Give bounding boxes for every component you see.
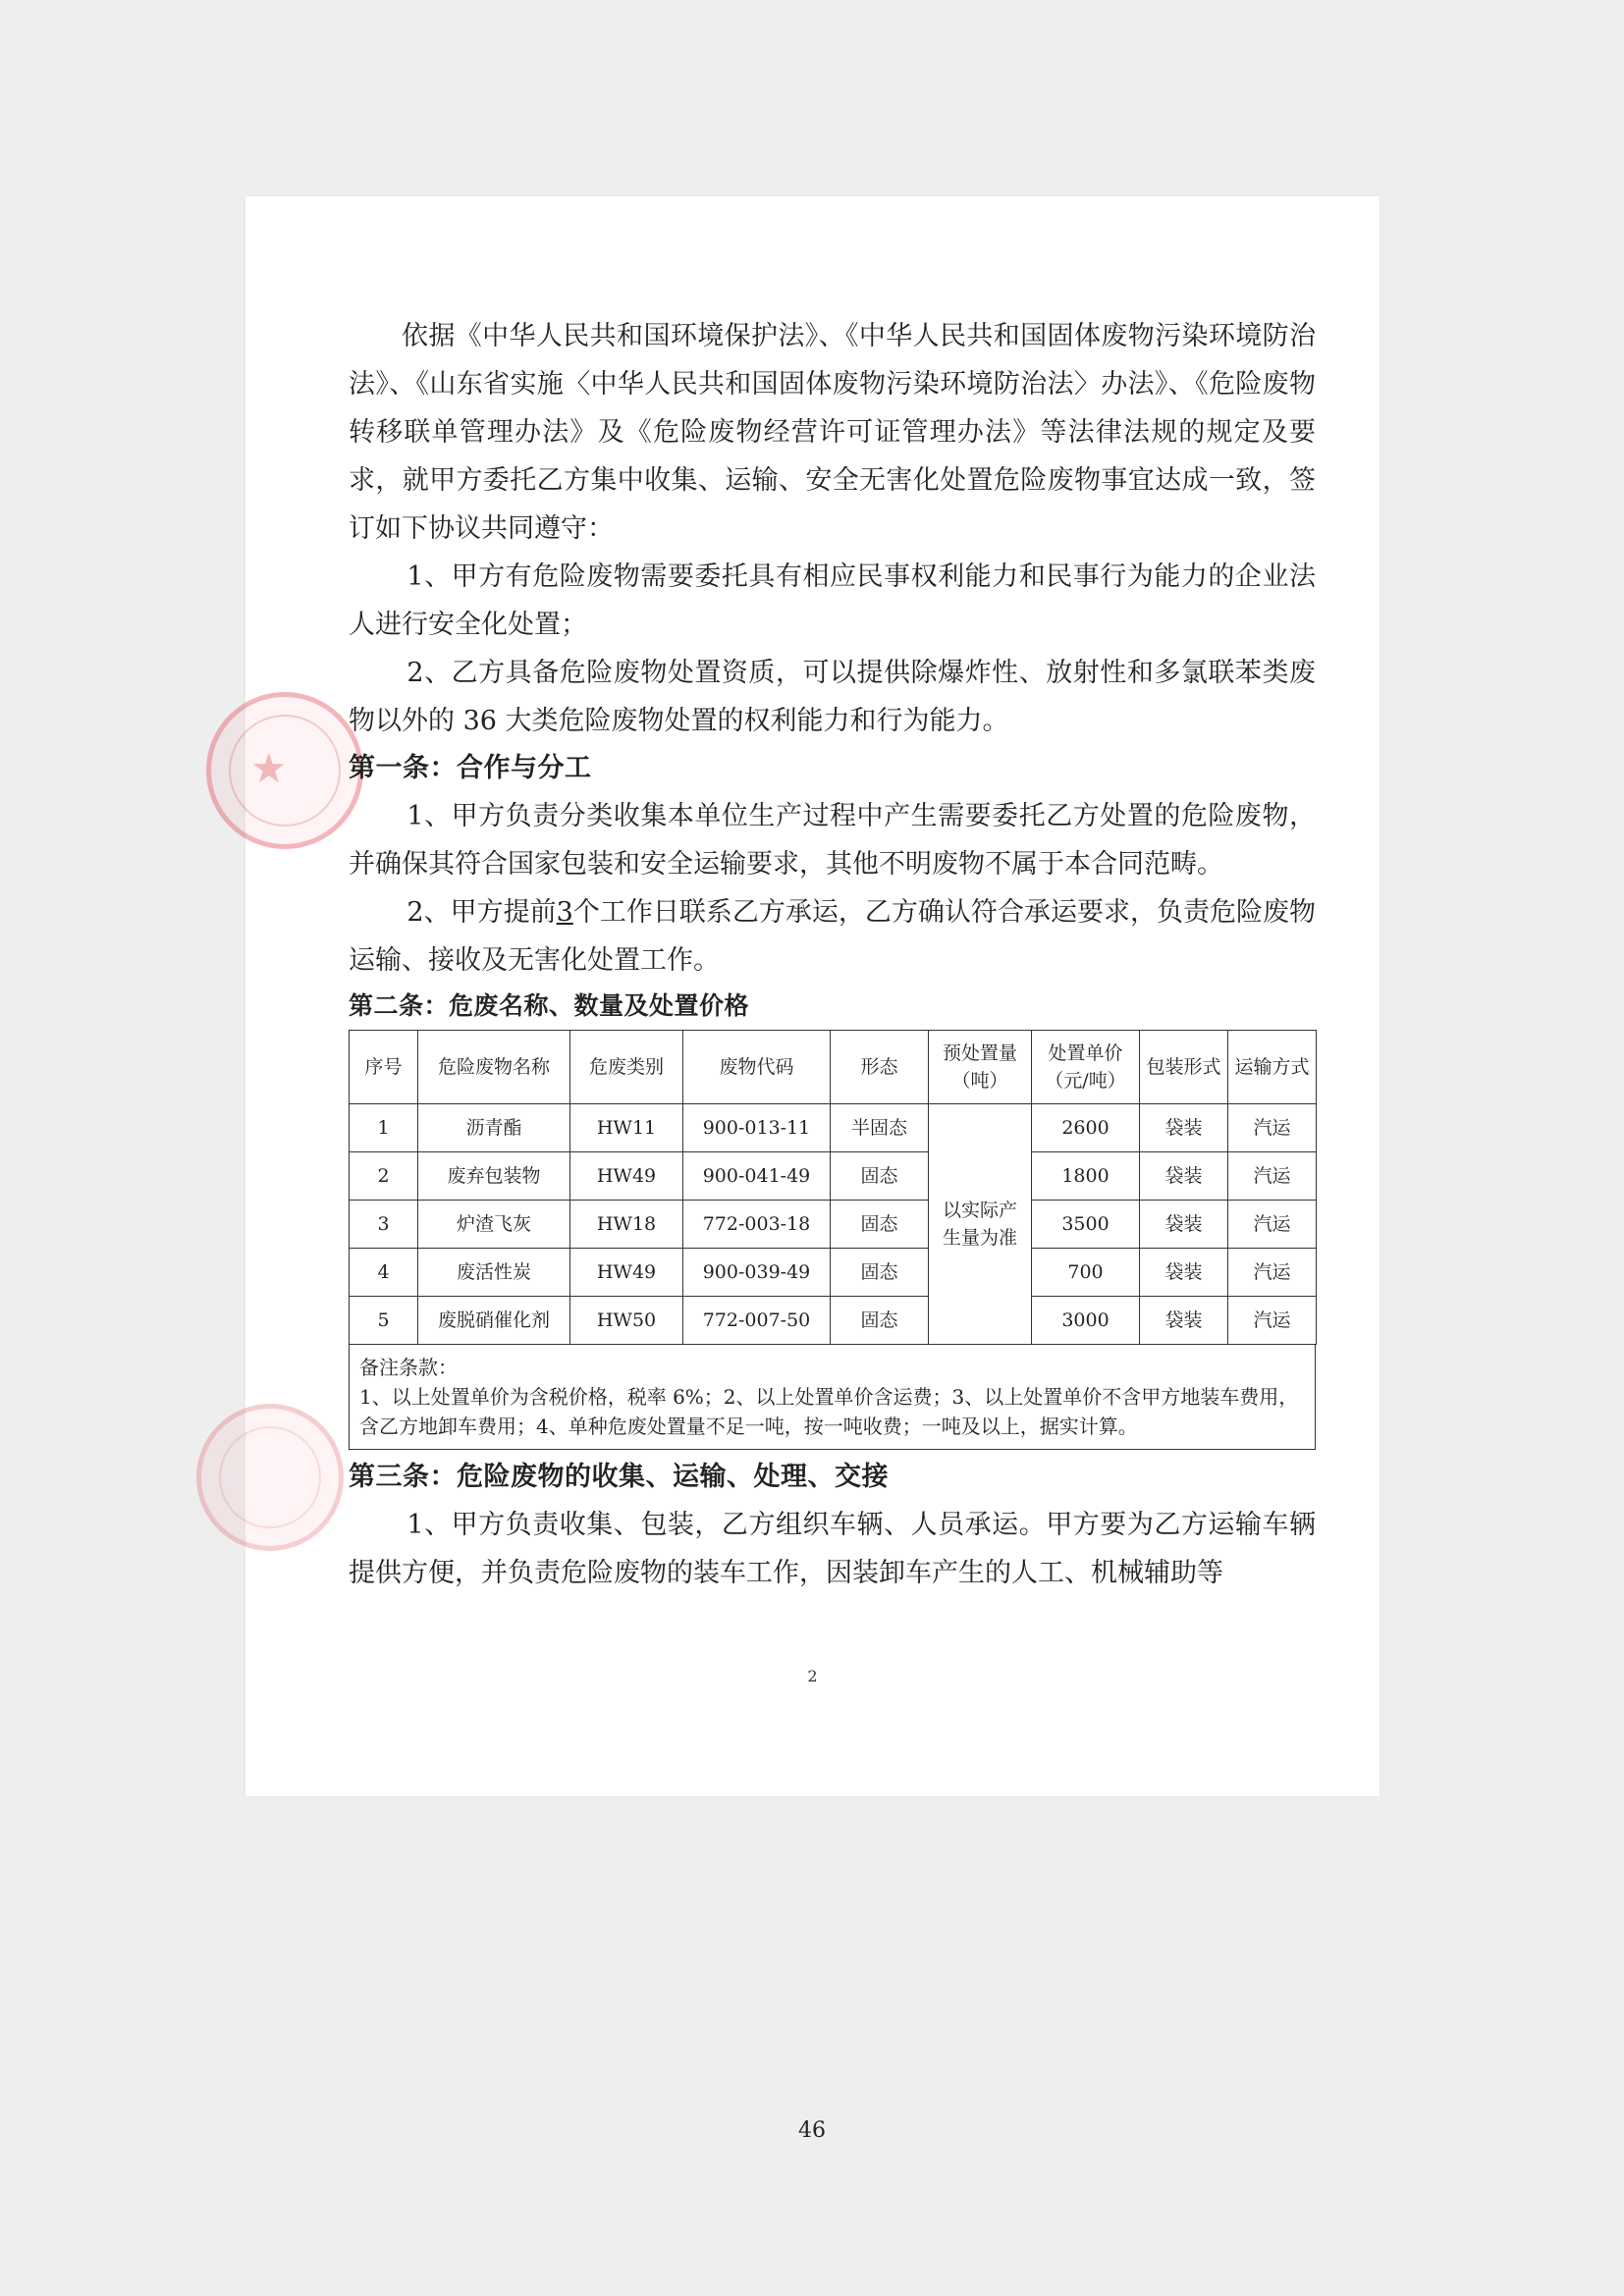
notes-text: 1、以上处置单价为含税价格，税率 6%；2、以上处置单价含运费；3、以上处置单价不含甲方地装车费用，含乙方地卸车费用；4、单种危废处置量不足一吨，按一吨收费；一吨及以上，据实计算。 — [359, 1385, 1299, 1438]
cell-name: 废活性炭 — [418, 1249, 570, 1297]
header-packaging: 包装形式 — [1140, 1031, 1228, 1104]
article-1-title: 第一条：合作与分工 — [349, 753, 592, 783]
cell-category: HW18 — [570, 1201, 683, 1249]
cell-form: 半固态 — [831, 1104, 929, 1152]
cell-packaging: 袋装 — [1140, 1297, 1228, 1345]
header-unit-price: 处置单价（元/吨） — [1032, 1031, 1140, 1104]
red-seal-stamp-lower — [196, 1404, 344, 1551]
inner-page-number: 2 — [807, 1667, 818, 1685]
cell-code: 772-007-50 — [683, 1297, 831, 1345]
cell-category: HW11 — [570, 1104, 683, 1152]
scanned-page — [245, 196, 1380, 1796]
cell-category: HW50 — [570, 1297, 683, 1345]
article-3-title: 第三条：危险废物的收集、运输、处理、交接 — [349, 1462, 889, 1492]
cell-code: 772-003-18 — [683, 1201, 831, 1249]
cell-name: 炉渣飞灰 — [418, 1201, 570, 1249]
header-quantity: 预处置量（吨） — [929, 1031, 1032, 1104]
header-no: 序号 — [350, 1031, 418, 1104]
cell-price: 3000 — [1032, 1297, 1140, 1345]
intro-paragraph: 依据《中华人民共和国环境保护法》、《中华人民共和国固体废物污染环境防治法》、《山东省实施〈中华人民共和国固体废物污染环境防治法〉办法》、《危险废物转移联单管理办法》及《危险废物经营许可证管理办法》等法律法规的规定及要求，就甲方委托乙方集中收集、运输、安全无害化处置危险废物事宜达成一致，签订如下协议共同遵守： — [349, 321, 1316, 544]
cell-packaging: 袋装 — [1140, 1201, 1228, 1249]
cell-price: 2600 — [1032, 1104, 1140, 1152]
table-row — [350, 1201, 1317, 1249]
cell-form: 固态 — [831, 1152, 929, 1201]
cell-price: 3500 — [1032, 1201, 1140, 1249]
table-row — [350, 1249, 1317, 1297]
header-name: 危险废物名称 — [418, 1031, 570, 1104]
table-header-row — [350, 1031, 1317, 1104]
header-form: 形态 — [831, 1031, 929, 1104]
article-1-clause-1: 1、甲方负责分类收集本单位生产过程中产生需要委托乙方处置的危险废物，并确保其符合国家包装和安全运输要求，其他不明废物不属于本合同范畴。 — [349, 801, 1316, 880]
table-row — [350, 1297, 1317, 1345]
cell-transport: 汽运 — [1228, 1104, 1317, 1152]
header-transport: 运输方式 — [1228, 1031, 1317, 1104]
outer-page-number: 46 — [798, 2118, 826, 2143]
cell-no: 1 — [350, 1104, 418, 1152]
cell-code: 900-013-11 — [683, 1104, 831, 1152]
cell-price: 700 — [1032, 1249, 1140, 1297]
header-code: 废物代码 — [683, 1031, 831, 1104]
article-3-clause-1: 1、甲方负责收集、包装，乙方组织车辆、人员承运。甲方要为乙方运输车辆提供方便，并负责危险废物的装车工作，因装卸车产生的人工、机械辅助等 — [349, 1510, 1316, 1588]
cell-packaging: 袋装 — [1140, 1104, 1228, 1152]
cell-name: 沥青酯 — [418, 1104, 570, 1152]
cell-no: 3 — [350, 1201, 418, 1249]
article-2-title: 第二条：危废名称、数量及处置价格 — [349, 991, 750, 1020]
waste-price-table — [349, 1030, 1317, 1345]
article-1-clause-2: 2、甲方提前3个工作日联系乙方承运，乙方确认符合承运要求，负责危险废物运输、接收及无害化处置工作。 — [349, 897, 1317, 976]
cell-no: 2 — [350, 1152, 418, 1201]
intro-clause-2: 2、乙方具备危险废物处置资质，可以提供除爆炸性、放射性和多氯联苯类废物以外的 36 大类危险废物处置的权利能力和行为能力。 — [349, 658, 1316, 736]
table-row — [350, 1104, 1317, 1152]
cell-code: 900-039-49 — [683, 1249, 831, 1297]
cell-transport: 汽运 — [1228, 1152, 1317, 1201]
header-category: 危废类别 — [570, 1031, 683, 1104]
cell-category: HW49 — [570, 1249, 683, 1297]
cell-transport: 汽运 — [1228, 1249, 1317, 1297]
cell-form: 固态 — [831, 1297, 929, 1345]
cell-no: 5 — [350, 1297, 418, 1345]
cell-category: HW49 — [570, 1152, 683, 1201]
notes-title: 备注条款： — [359, 1356, 458, 1379]
red-seal-stamp-upper: ★ — [206, 692, 363, 849]
notice-days: 3 — [556, 897, 573, 928]
cell-form: 固态 — [831, 1249, 929, 1297]
cell-packaging: 袋装 — [1140, 1152, 1228, 1201]
cell-form: 固态 — [831, 1201, 929, 1249]
document-body — [349, 312, 1316, 1597]
cell-price: 1800 — [1032, 1152, 1140, 1201]
cell-transport: 汽运 — [1228, 1201, 1317, 1249]
intro-clause-1: 1、甲方有危险废物需要委托具有相应民事权利能力和民事行为能力的企业法人进行安全化处置； — [349, 561, 1316, 640]
cell-name: 废弃包装物 — [418, 1152, 570, 1201]
cell-name: 废脱硝催化剂 — [418, 1297, 570, 1345]
cell-no: 4 — [350, 1249, 418, 1297]
cell-code: 900-041-49 — [683, 1152, 831, 1201]
table-notes — [349, 1345, 1316, 1450]
cell-quantity-merged: 以实际产生量为准 — [929, 1104, 1032, 1345]
cell-packaging: 袋装 — [1140, 1249, 1228, 1297]
table-row — [350, 1152, 1317, 1201]
cell-transport: 汽运 — [1228, 1297, 1317, 1345]
